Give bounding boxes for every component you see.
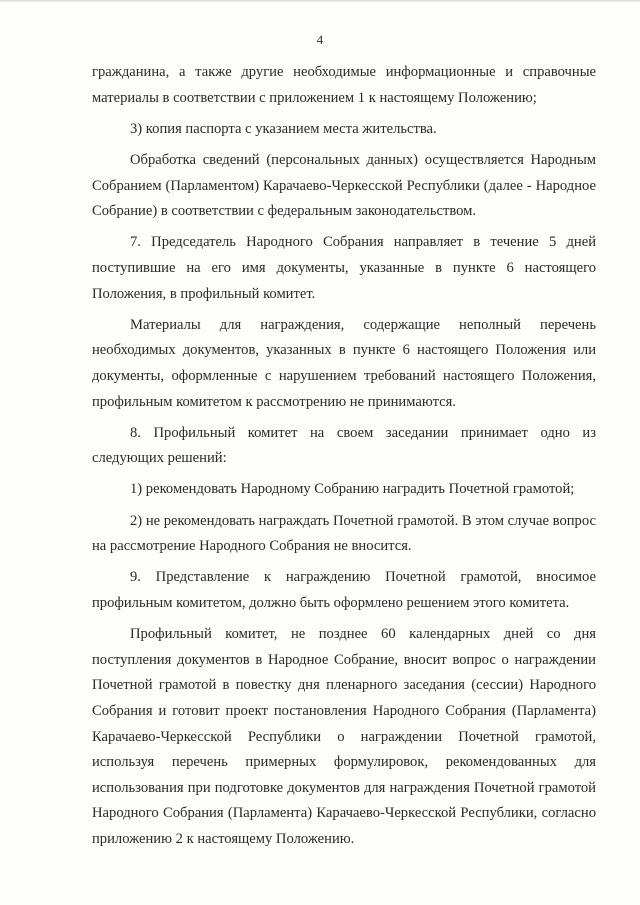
paragraph-decision-1: 1) рекомендовать Народному Собранию наградить Почетной грамотой;: [130, 481, 575, 498]
paragraph-passport-copy: 3) копия паспорта с указанием места жительства.: [130, 120, 437, 137]
scan-edge: [0, 0, 640, 3]
paragraph-citizen-materials: гражданина, а также другие необходимые информационные и справочные материалы в соответствии с приложением 1 к настоящему Положению;: [92, 64, 596, 106]
paragraph-item-9: 9. Представление к награждению Почетной грамотой, вносимое профильным комитетом, должно быть оформлено решением этого комитета.: [92, 569, 596, 612]
paragraph-decision-2: 2) не рекомендовать награждать Почетной грамотой. В этом случае вопрос на рассмотрение Народного Собрания не вносится.: [92, 512, 596, 555]
document-body: [92, 60, 596, 858]
paragraph-committee-deadline: Профильный комитет, не позднее 60 календарных дней со дня поступления документов в Народное Собрание, вносит вопрос о награждении Почетной грамотой в повестку дня пленарного заседания (сессии) Народного Собрания и готовит проект постановления Народного Собрания (Парламента) Карачаево-Черкесской Республики о награждении Почетной грамотой, используя перечень примерных формулировок, рекомендованных для использования при подготовке документов для награждения Почетной грамотой Народного Собрания (Парламента) Карачаево-Черкесской Республики, согласно приложению 2 к настоящему Положению.: [92, 626, 596, 847]
paragraph-item-7: 7. Председатель Народного Собрания направляет в течение 5 дней поступившие на его имя документы, указанные в пункте 6 настоящего Положения, в профильный комитет.: [92, 234, 596, 302]
paragraph-personal-data: Обработка сведений (персональных данных) осуществляется Народным Собранием (Парламентом) Карачаево-Черкесской Республики (далее - Народное Собрание) в соответствии с федеральным законодательством.: [92, 151, 596, 220]
paragraph-incomplete-materials: Материалы для награждения, содержащие неполный перечень необходимых документов, указанных в пункте 6 настоящего Положения или документы, оформленные с нарушением требований настоящего Положения, профильным комитетом к рассмотрению не принимаются.: [92, 316, 596, 410]
page-number: 4: [316, 32, 324, 47]
paragraph-item-8: 8. Профильный комитет на своем заседании принимает одно из следующих решений:: [92, 424, 596, 467]
